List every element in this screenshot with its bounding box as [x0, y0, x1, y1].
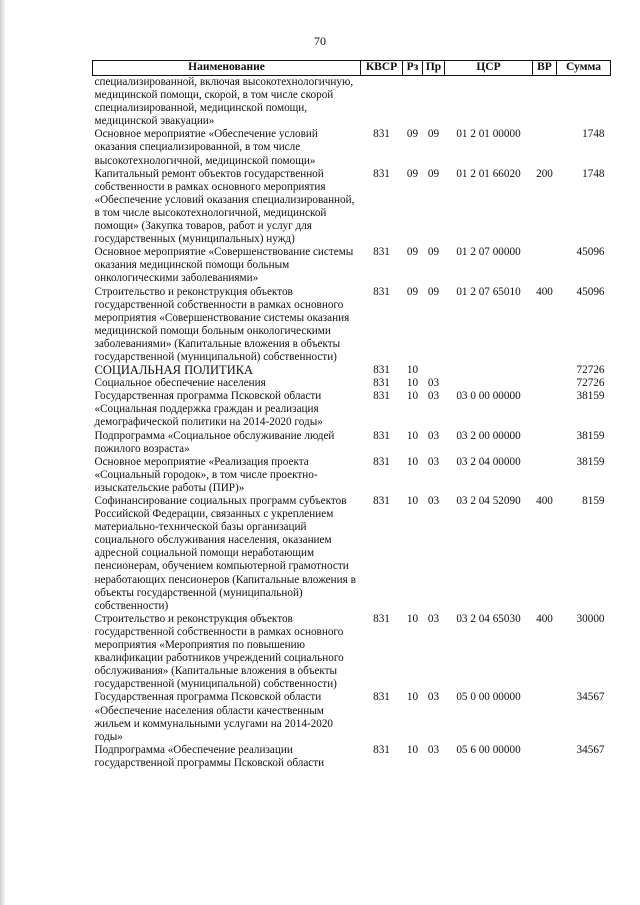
row-pr: 09: [427, 128, 440, 141]
row-kvsr: 831: [373, 128, 390, 141]
row-csr: 01 2 07 65010: [456, 285, 521, 298]
row-vr: [533, 691, 557, 743]
table-row: [93, 286, 611, 365]
row-kvsr: 831: [373, 246, 390, 259]
row-pr: 09: [427, 167, 440, 180]
row-pr: [423, 76, 445, 129]
row-csr: [445, 364, 533, 377]
row-sum: 1748: [582, 167, 605, 180]
row-csr: [445, 377, 533, 390]
column-header-vr: ВР: [533, 61, 557, 76]
column-header-rz: Рз: [403, 61, 423, 76]
row-sum: 8159: [582, 495, 605, 507]
row-sum: 38159: [576, 429, 605, 442]
row-csr: 03 0 00 00000: [456, 390, 521, 403]
row-name: Государственная программа Псковской области «Обеспечение населения области качественным жильем и коммунальными услугами на 2014-2020 годы»: [94, 691, 334, 743]
column-header-name: Наименование: [93, 61, 361, 76]
row-kvsr: 831: [373, 364, 390, 377]
row-rz: 10: [406, 743, 419, 756]
row-vr: 400: [536, 612, 553, 625]
table-row: [93, 691, 611, 743]
row-csr: 01 2 01 66020: [456, 167, 521, 180]
table-row: [93, 390, 611, 429]
row-csr: 03 2 04 65030: [456, 612, 521, 625]
row-rz: 10: [406, 429, 419, 442]
row-kvsr: [361, 76, 403, 129]
row-sum: 45096: [576, 246, 605, 259]
row-rz: 10: [406, 364, 419, 377]
section-row: [93, 364, 611, 377]
row-kvsr: 831: [373, 390, 390, 403]
row-sum: 34567: [576, 691, 605, 704]
row-pr: 03: [427, 377, 440, 390]
row-rz: 09: [406, 167, 419, 180]
row-kvsr: 831: [373, 743, 390, 756]
row-vr: [533, 390, 557, 429]
row-name: Основное мероприятие «Совершенствование системы оказания медицинской помощи больным онкологическими заболеваниями»: [94, 246, 354, 285]
table-row: [93, 613, 611, 692]
row-vr: [533, 128, 557, 167]
row-csr: [445, 76, 533, 129]
row-sum: 45096: [576, 285, 605, 298]
row-pr: 03: [427, 495, 440, 507]
row-rz: [403, 76, 423, 129]
row-pr: 03: [427, 743, 440, 756]
row-name: Государственная программа Псковской области «Социальная поддержка граждан и реализация демографической политики на 2014-2020 годы»: [94, 390, 323, 429]
table-row: [93, 495, 611, 613]
row-csr: 03 2 00 00000: [456, 429, 521, 442]
row-sum: 34567: [576, 743, 605, 756]
row-sum: 38159: [576, 455, 605, 468]
row-kvsr: 831: [373, 612, 390, 625]
row-name: специализированной, включая высокотехнологичную, медицинской помощи, скорой, в том числе скорой специализированной, медицинской помощи, медицинской эвакуации»: [94, 76, 354, 128]
row-rz: 10: [406, 691, 419, 704]
row-name: Строительство и реконструкция объектов государственной собственности в рамках основного мероприятия «Совершенствование системы оказания медицинской помощи больным онкологическими заболеваниями» (Капитальные вложения в объекты государственной (муниципальной) собственности): [94, 285, 350, 363]
column-header-pr: Пр: [423, 61, 445, 76]
row-kvsr: 831: [373, 285, 390, 298]
row-name: Подпрограмма «Социальное обслуживание людей пожилого возраста»: [94, 429, 335, 455]
row-vr: [533, 246, 557, 285]
row-rz: 10: [406, 495, 419, 507]
budget-table: [92, 60, 611, 770]
row-sum: [557, 76, 611, 129]
row-kvsr: 831: [373, 429, 390, 442]
row-name: Основное мероприятие «Реализация проекта «Социальный городок», в том числе проектно-изыскательские работы (ПИР)»: [94, 455, 318, 494]
row-vr: [533, 456, 557, 495]
row-vr: [533, 744, 557, 770]
table-body: [93, 76, 611, 770]
row-csr: 03 2 04 00000: [456, 455, 521, 468]
row-rz: 10: [406, 455, 419, 468]
row-name: СОЦИАЛЬНАЯ ПОЛИТИКА: [94, 363, 254, 378]
table-row: [93, 128, 611, 167]
row-vr: 200: [536, 167, 553, 180]
row-kvsr: 831: [373, 167, 390, 180]
row-vr: [533, 364, 557, 377]
row-sum: 30000: [576, 612, 605, 625]
row-kvsr: 831: [373, 455, 390, 468]
row-pr: [423, 364, 445, 377]
row-csr: 01 2 01 00000: [456, 128, 521, 141]
column-header-kvsr: КВСР: [361, 61, 403, 76]
table-row: [93, 246, 611, 285]
row-pr: 09: [427, 246, 440, 259]
row-csr: 05 0 00 00000: [456, 691, 521, 704]
column-header-csr: ЦСР: [445, 61, 533, 76]
row-pr: 03: [427, 691, 440, 704]
page-number: 70: [314, 34, 326, 48]
row-pr: 03: [427, 455, 440, 468]
row-csr: 03 2 04 52090: [456, 495, 521, 507]
row-kvsr: 831: [373, 691, 390, 704]
row-vr: 400: [536, 495, 553, 507]
row-rz: 09: [406, 285, 419, 298]
row-pr: 09: [427, 285, 440, 298]
table-row: [93, 456, 611, 495]
row-csr: 01 2 07 00000: [456, 246, 521, 259]
row-pr: 03: [427, 390, 440, 403]
column-header-sum: Сумма: [557, 61, 611, 76]
row-name: Подпрограмма «Обеспечение реализации государственной программы Псковской области: [94, 743, 325, 769]
row-sum: 72726: [576, 377, 605, 390]
row-sum: 72726: [576, 364, 605, 377]
row-name: Социальное обеспечение населения: [94, 377, 266, 390]
row-rz: 09: [406, 246, 419, 259]
row-kvsr: 831: [373, 495, 390, 507]
row-rz: 10: [406, 377, 419, 390]
row-vr: [533, 76, 557, 129]
row-pr: 03: [427, 429, 440, 442]
row-rz: 10: [406, 390, 419, 403]
row-name: Капитальный ремонт объектов государственной собственности в рамках основного мероприятия «Обеспечение условий оказания специализированной, в том числе высокотехнологичной, медицинской помощи» (Закупка товаров, работ и услуг для государственных (муниципальных) нужд): [94, 167, 355, 246]
row-sum: 38159: [576, 390, 605, 403]
row-rz: 10: [406, 612, 419, 625]
row-name: Софинансирование социальных программ субъектов Российской Федерации, связанных с укреплением материально-технической базы организаций социального обслуживания населения, оказанием адресной социальной помощи неработающим пенсионерам, обучением компьютерной грамотности неработающих пенсионеров (Капитальные вложения в объекты государственной (муниципальной) собственности): [94, 495, 356, 612]
table-row: [93, 76, 611, 129]
row-rz: 09: [406, 128, 419, 141]
row-name: Основное мероприятие «Обеспечение условий оказания специализированной, в том числе высокотехнологичной, медицинской помощи»: [94, 128, 318, 167]
row-vr: [533, 430, 557, 456]
table-header-row: [93, 61, 611, 76]
table-row: [93, 168, 611, 247]
row-name: Строительство и реконструкция объектов государственной собственности в рамках основного мероприятия «Мероприятия по повышению квалификации работников учреждений социального обслуживания» (Капитальные вложения в объекты государственной (муниципальной) собственности): [94, 612, 344, 691]
table-row: [93, 377, 611, 390]
row-vr: [533, 377, 557, 390]
row-vr: 400: [536, 285, 553, 298]
row-pr: 03: [427, 612, 440, 625]
row-sum: 1748: [582, 128, 605, 141]
table-row: [93, 430, 611, 456]
table-row: [93, 744, 611, 770]
row-csr: 05 6 00 00000: [456, 743, 521, 756]
row-kvsr: 831: [373, 377, 390, 390]
scan-edge: [0, 0, 5, 905]
